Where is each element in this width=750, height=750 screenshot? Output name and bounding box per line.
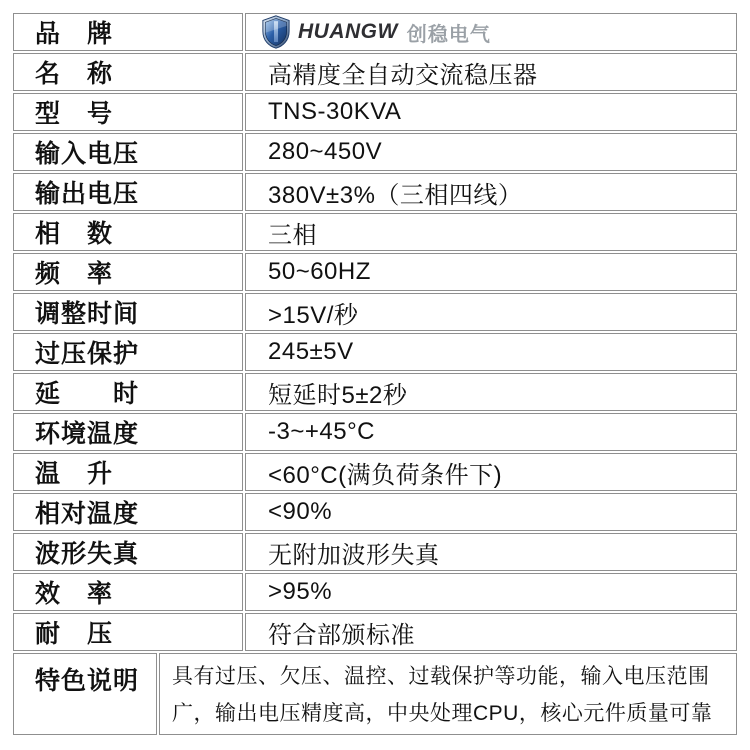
spec-label: 型 号 — [13, 93, 243, 131]
spec-value: 无附加波形失真 — [245, 533, 737, 571]
spec-value: <90% — [245, 493, 737, 531]
spec-row-ambient-temperature — [13, 413, 737, 451]
spec-row-delay — [13, 373, 737, 411]
spec-label: 输入电压 — [13, 133, 243, 171]
spec-label: 波形失真 — [13, 533, 243, 571]
spec-label-features: 特色说明 — [13, 653, 157, 735]
spec-value: 短延时5±2秒 — [245, 373, 737, 411]
spec-row-overvoltage-protection — [13, 333, 737, 371]
spec-value: -3~+45°C — [245, 413, 737, 451]
spec-label: 效 率 — [13, 573, 243, 611]
spec-value: 245±5V — [245, 333, 737, 371]
brand-name: HUANGW — [298, 20, 398, 43]
spec-value: 高精度全自动交流稳压器 — [245, 53, 737, 91]
spec-value: 380V±3%（三相四线） — [245, 173, 737, 211]
spec-row-waveform-distortion — [13, 533, 737, 571]
brand-value-cell — [245, 13, 737, 51]
spec-label: 调整时间 — [13, 293, 243, 331]
spec-table — [13, 13, 737, 735]
spec-row-phases — [13, 213, 737, 251]
spec-value: 三相 — [245, 213, 737, 251]
spec-value: 符合部颁标准 — [245, 613, 737, 651]
feature-description: 具有过压、欠压、温控、过载保护等功能，输入电压范围广，输出电压精度高，中央处理CPU，核心元件质量可靠 — [159, 653, 737, 735]
spec-value: >95% — [245, 573, 737, 611]
spec-row-efficiency — [13, 573, 737, 611]
spec-row-frequency — [13, 253, 737, 291]
spec-value: <60°C(满负荷条件下) — [245, 453, 737, 491]
spec-value: 280~450V — [245, 133, 737, 171]
spec-row-relative-humidity — [13, 493, 737, 531]
spec-label-brand: 品 牌 — [13, 13, 243, 51]
spec-label: 环境温度 — [13, 413, 243, 451]
spec-label: 过压保护 — [13, 333, 243, 371]
spec-row-input-voltage — [13, 133, 737, 171]
spec-label: 相 数 — [13, 213, 243, 251]
spec-label: 名 称 — [13, 53, 243, 91]
spec-label: 相对温度 — [13, 493, 243, 531]
spec-row-withstand-voltage — [13, 613, 737, 651]
spec-value: TNS-30KVA — [245, 93, 737, 131]
spec-label: 输出电压 — [13, 173, 243, 211]
spec-value: 50~60HZ — [245, 253, 737, 291]
spec-row-brand — [13, 13, 737, 51]
spec-label: 温 升 — [13, 453, 243, 491]
spec-label: 频 率 — [13, 253, 243, 291]
spec-label: 延 时 — [13, 373, 243, 411]
spec-row-temperature-rise — [13, 453, 737, 491]
spec-row-model — [13, 93, 737, 131]
shield-icon — [260, 15, 292, 49]
spec-row-name — [13, 53, 737, 91]
spec-row-features — [13, 653, 737, 735]
spec-row-output-voltage — [13, 173, 737, 211]
spec-row-adjust-time — [13, 293, 737, 331]
spec-value: >15V/秒 — [245, 293, 737, 331]
spec-label: 耐 压 — [13, 613, 243, 651]
brand-suffix: 创稳电气 — [406, 23, 491, 46]
